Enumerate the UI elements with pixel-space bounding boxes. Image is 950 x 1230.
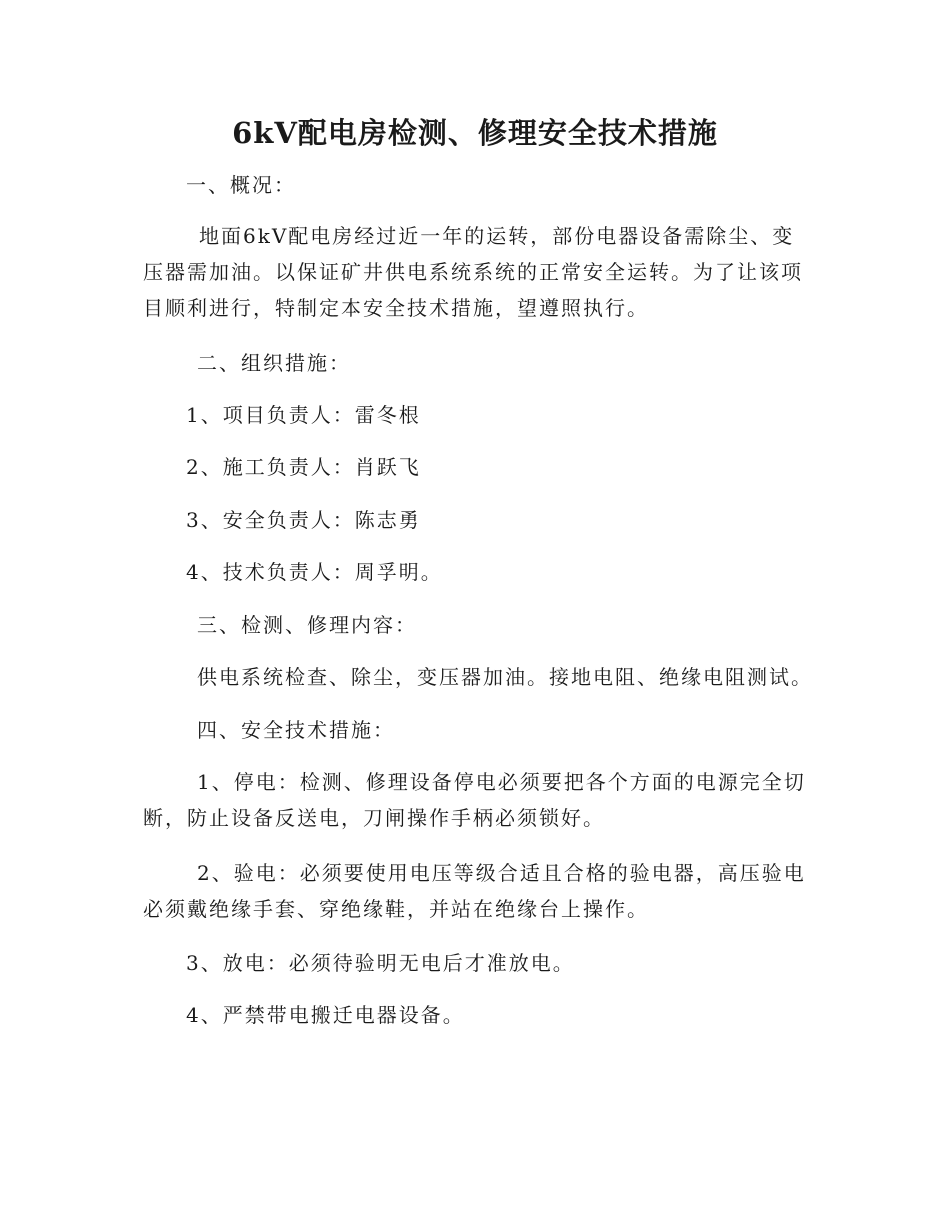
org-item-construction-lead: 2、施工负责人：肖跃飞 <box>186 455 421 479</box>
section-heading-overview: 一、概况： <box>186 173 296 197</box>
org-item-safety-lead: 3、安全负责人：陈志勇 <box>186 508 421 532</box>
overview-paragraph: 地面6kV配电房经过近一年的运转，部份电器设备需除尘、变压器需加油。以保证矿井供电系统系统的正常安全运转。为了让该项目顺利进行，特制定本安全技术措施，望遵照执行。 <box>143 224 803 320</box>
measure-no-live-relocation: 4、严禁带电搬迁电器设备。 <box>186 1003 465 1027</box>
measure-voltage-check: 2、验电：必须要使用电压等级合适且合格的验电器，高压验电必须戴绝缘手套、穿绝缘鞋，并站在绝缘台上操作。 <box>143 861 806 921</box>
section-heading-inspection: 三、检测、修理内容： <box>197 613 417 637</box>
org-item-project-lead: 1、项目负责人：雷冬根 <box>186 403 421 427</box>
section-heading-organization: 二、组织措施： <box>197 351 351 375</box>
measure-discharge: 3、放电：必须待验明无电后才准放电。 <box>186 951 575 975</box>
section-heading-safety-measures: 四、安全技术措施： <box>197 718 395 742</box>
inspection-content: 供电系统检查、除尘，变压器加油。接地电阻、绝缘电阻测试。 <box>197 665 813 689</box>
document-title: 6kV配电房检测、修理安全技术措施 <box>232 116 718 150</box>
measure-power-off: 1、停电：检测、修理设备停电必须要把各个方面的电源完全切断，防止设备反送电，刀闸操作手柄必须锁好。 <box>143 770 806 830</box>
org-item-technical-lead: 4、技术负责人：周孚明。 <box>186 560 443 584</box>
